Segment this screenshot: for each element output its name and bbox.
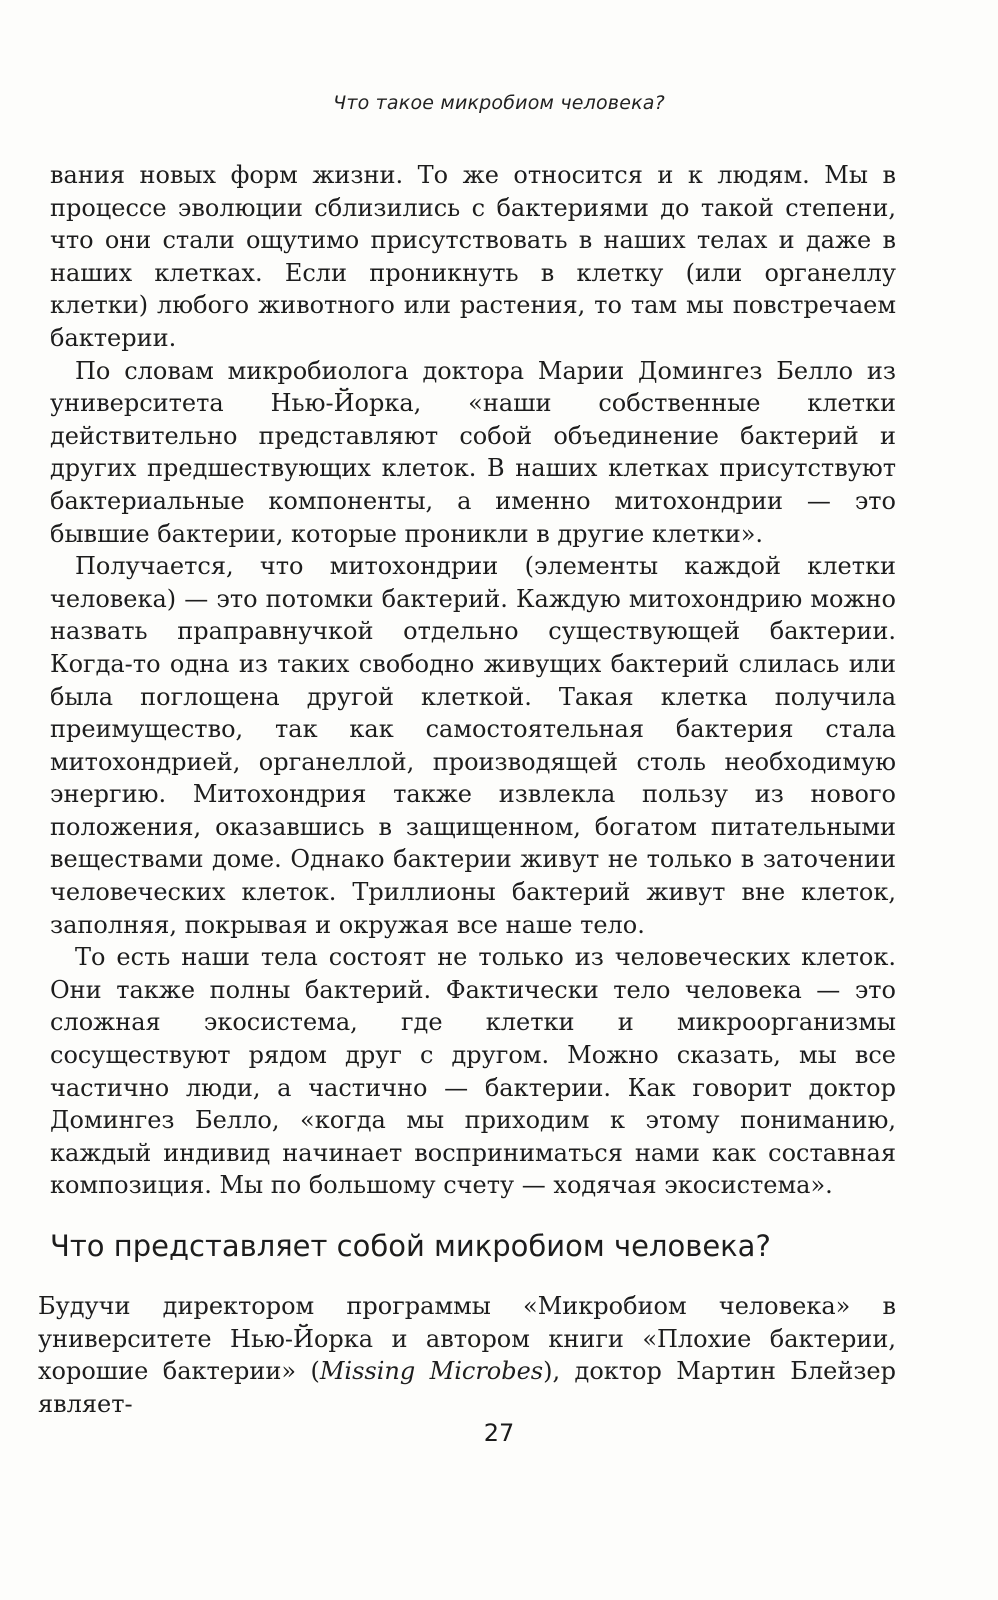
paragraph-ecosystem: То есть наши тела состоят не только из человеческих клеток. Они также полны бактерий. Фактически тело человека — это сложная экосистема, где клетки и микроорганизмы сосуществуют рядом друг с другом. Можно сказать, мы все частично люди, а частично — бактерии. Как говорит доктор Домингез Белло, «когда мы приходим к этому пониманию, каждый индивид начинает восприниматься нами как составная композиция. Мы по большому счету — ходячая экосистема».	[50, 943, 896, 1200]
paragraph-blaser-text-b: ), доктор Мартин Блейзер являет-	[38, 1357, 896, 1418]
running-head: Что такое микробиом человека?	[333, 92, 665, 114]
body-text	[50, 159, 896, 1202]
section-heading: Что представляет собой микробиом человека?	[50, 1229, 771, 1263]
paragraph-blaser	[38, 1290, 896, 1420]
section-body-text	[38, 1290, 896, 1420]
paragraph-continuation: вания новых форм жизни. То же относится и к людям. Мы в процессе эволюции сблизились с бактериями до такой степени, что они стали ощутимо присутствовать в наших телах и даже в наших клетках. Если проникнуть в клетку (или органеллу клетки) любого животного или растения, то там мы повстречаем бактерии.	[50, 161, 896, 352]
book-title-italic: Missing Microbes	[319, 1357, 544, 1386]
paragraph-blaser-text-a: Будучи директором программы «Микробиом человека» в университете Нью-Йорка и автором книги «Плохие бактерии, хорошие бактерии» (	[38, 1292, 896, 1386]
paragraph-quote-dominguez-bello: По словам микробиолога доктора Марии Домингез Белло из университета Нью-Йорка, «наши собственные клетки действительно представляют собой объединение бактерий и других предшествующих клеток. В наших клетках присутствуют бактериальные компоненты, а именно митохондрии — это бывшие бактерии, которые проникли в другие клетки».	[50, 356, 896, 548]
page-number: 27	[483, 1419, 515, 1447]
paragraph-mitochondria: Получается, что митохондрии (элементы каждой клетки человека) — это потомки бактерий. Каждую митохондрию можно назвать праправнучкой отдельно существующей бактерии. Когда-то одна из таких свободно живущих бактерий слилась или была поглощена другой клеткой. Такая клетка получила преимущество, так как самостоятельная бактерия стала митохондрией, органеллой, производящей столь необходимую энергию. Митохондрия также извлекла пользу из нового положения, оказавшись в защищенном, богатом питательными веществами доме. Однако бактерии живут не только в заточении человеческих клеток. Триллионы бактерий живут вне клеток, заполняя, покрывая и окружая все наше тело.	[50, 552, 896, 939]
